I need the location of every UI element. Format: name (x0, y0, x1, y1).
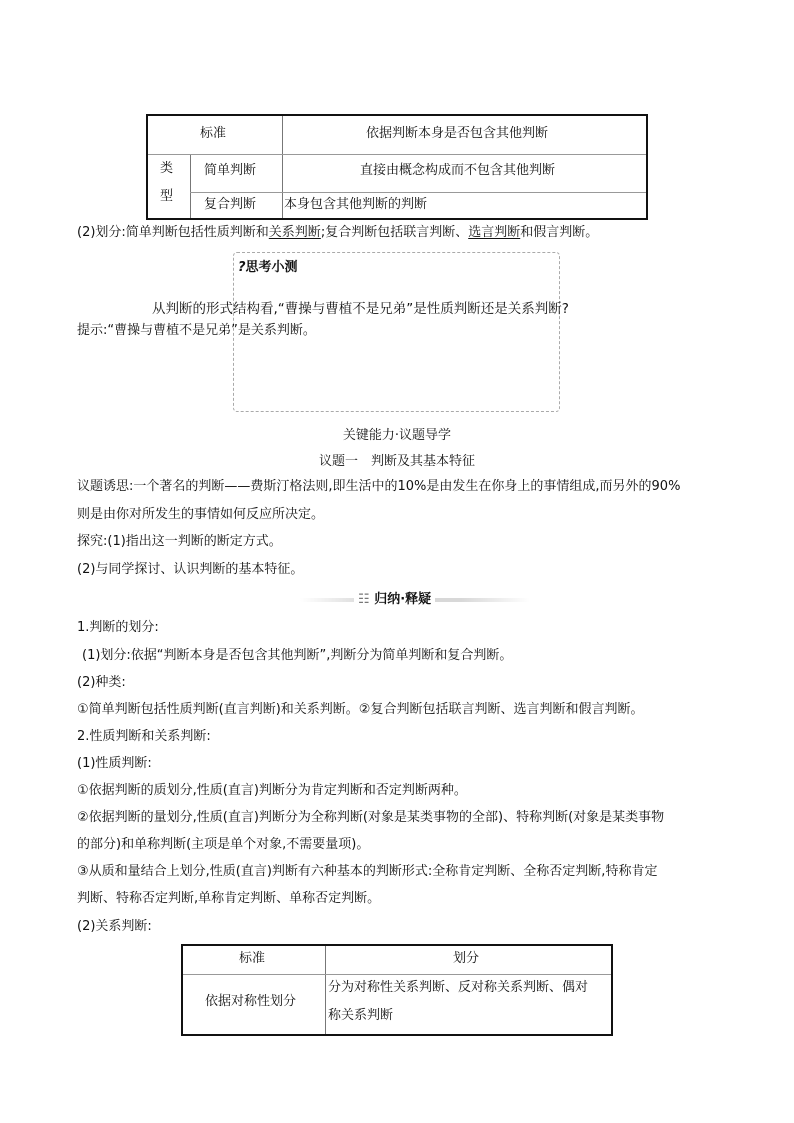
think-question: 从判断的形式结构看,“曹操与曹植不是兄弟”是性质判断还是关系判断? (152, 301, 569, 317)
text-fragment: (2)划分:简单判断包括性质判断和 (77, 225, 269, 240)
table-divider (183, 974, 611, 975)
table-row-desc: 本身包含其他判断的判断 (284, 197, 428, 212)
table-divider (282, 116, 283, 218)
table-header-standard: 标准 (200, 126, 227, 141)
summary-divider (300, 588, 530, 607)
body-line: ①简单判断包括性质判断(直言判断)和关系判断。②复合判断包括联言判断、选言判断和假言判断。 (77, 702, 644, 717)
text-fragment: ;复合判断包括联言判断、 (320, 225, 469, 240)
body-line: (2)种类: (77, 675, 126, 690)
book-stack-icon: ☷ (358, 592, 370, 607)
relation-judgment-table (181, 944, 613, 1036)
table-header-criterion: 依据判断本身是否包含其他判断 (366, 126, 549, 141)
body-line: (1)划分:依据“判断本身是否包含其他判断”,判断分为简单判断和复合判断。 (82, 648, 513, 663)
body-line: (2)关系判断: (77, 919, 152, 934)
body-line: ①依据判断的质划分,性质(直言)判断分为肯定判断和否定判断两种。 (77, 783, 467, 798)
body-line: 2.性质判断和关系判断: (77, 729, 211, 744)
body-line: 的部分)和单称判断(主项是单个对象,不需要量项)。 (77, 837, 370, 852)
division-line (77, 223, 598, 243)
table-header-standard: 标准 (239, 951, 266, 966)
table-divider (325, 946, 326, 1034)
underlined-term: 关系判断 (268, 225, 321, 240)
underlined-term: 选言判断 (468, 225, 521, 240)
section-heading: 关键能力·议题导学 (342, 428, 452, 443)
explore-question: 探究:(1)指出这一判断的断定方式。 (77, 534, 282, 549)
think-box-title-row (238, 256, 298, 275)
table-row-criterion: 依据对称性划分 (205, 994, 297, 1009)
body-line: 1.判断的划分: (77, 620, 159, 635)
table-divider (190, 154, 191, 218)
question-mark-icon: ? (238, 260, 246, 275)
body-line: ②依据判断的量划分,性质(直言)判断分为全称判断(对象是某类事物的全部)、特称判断(对象是某类事物 (77, 810, 665, 825)
table-row-division: 分为对称性关系判断、反对称关系判断、偶对 (328, 980, 589, 995)
table-row-type: 简单判断 (204, 163, 257, 178)
think-hint: 提示:“曹操与曹植不是兄弟”是关系判断。 (77, 323, 316, 338)
topic-heading: 议题一 判断及其基本特征 (318, 454, 475, 469)
topic-lead: 议题诱思:一个著名的判断——费斯汀格法则,即生活中的10%是由发生在你身上的事情组成,而另外的90% (77, 479, 681, 494)
explore-question: (2)与同学探讨、认识判断的基本特征。 (77, 562, 304, 577)
body-line: (1)性质判断: (77, 756, 152, 771)
body-line: ③从质和量结合上划分,性质(直言)判断有六种基本的判断形式:全称肯定判断、全称否定判断,特称肯定 (77, 864, 658, 879)
table-row-desc: 直接由概念构成而不包含其他判断 (360, 163, 556, 178)
table-divider (148, 154, 646, 155)
table-header-division: 划分 (453, 951, 480, 966)
table-category-char: 类 (160, 161, 174, 176)
table-divider (190, 192, 646, 193)
summary-title-row (354, 588, 435, 607)
table-category-char: 型 (160, 189, 174, 204)
summary-title: 归纳·释疑 (374, 592, 432, 607)
think-box-title: 思考小测 (245, 260, 298, 275)
table-row-type: 复合判断 (204, 197, 257, 212)
body-line: 判断、特称否定判断,单称肯定判断、单称否定判断。 (77, 891, 381, 906)
topic-lead: 则是由你对所发生的事情如何反应所决定。 (77, 507, 325, 522)
judgment-type-table (146, 114, 648, 220)
text-fragment: 和假言判断。 (520, 225, 599, 240)
table-row-division: 称关系判断 (328, 1008, 394, 1023)
